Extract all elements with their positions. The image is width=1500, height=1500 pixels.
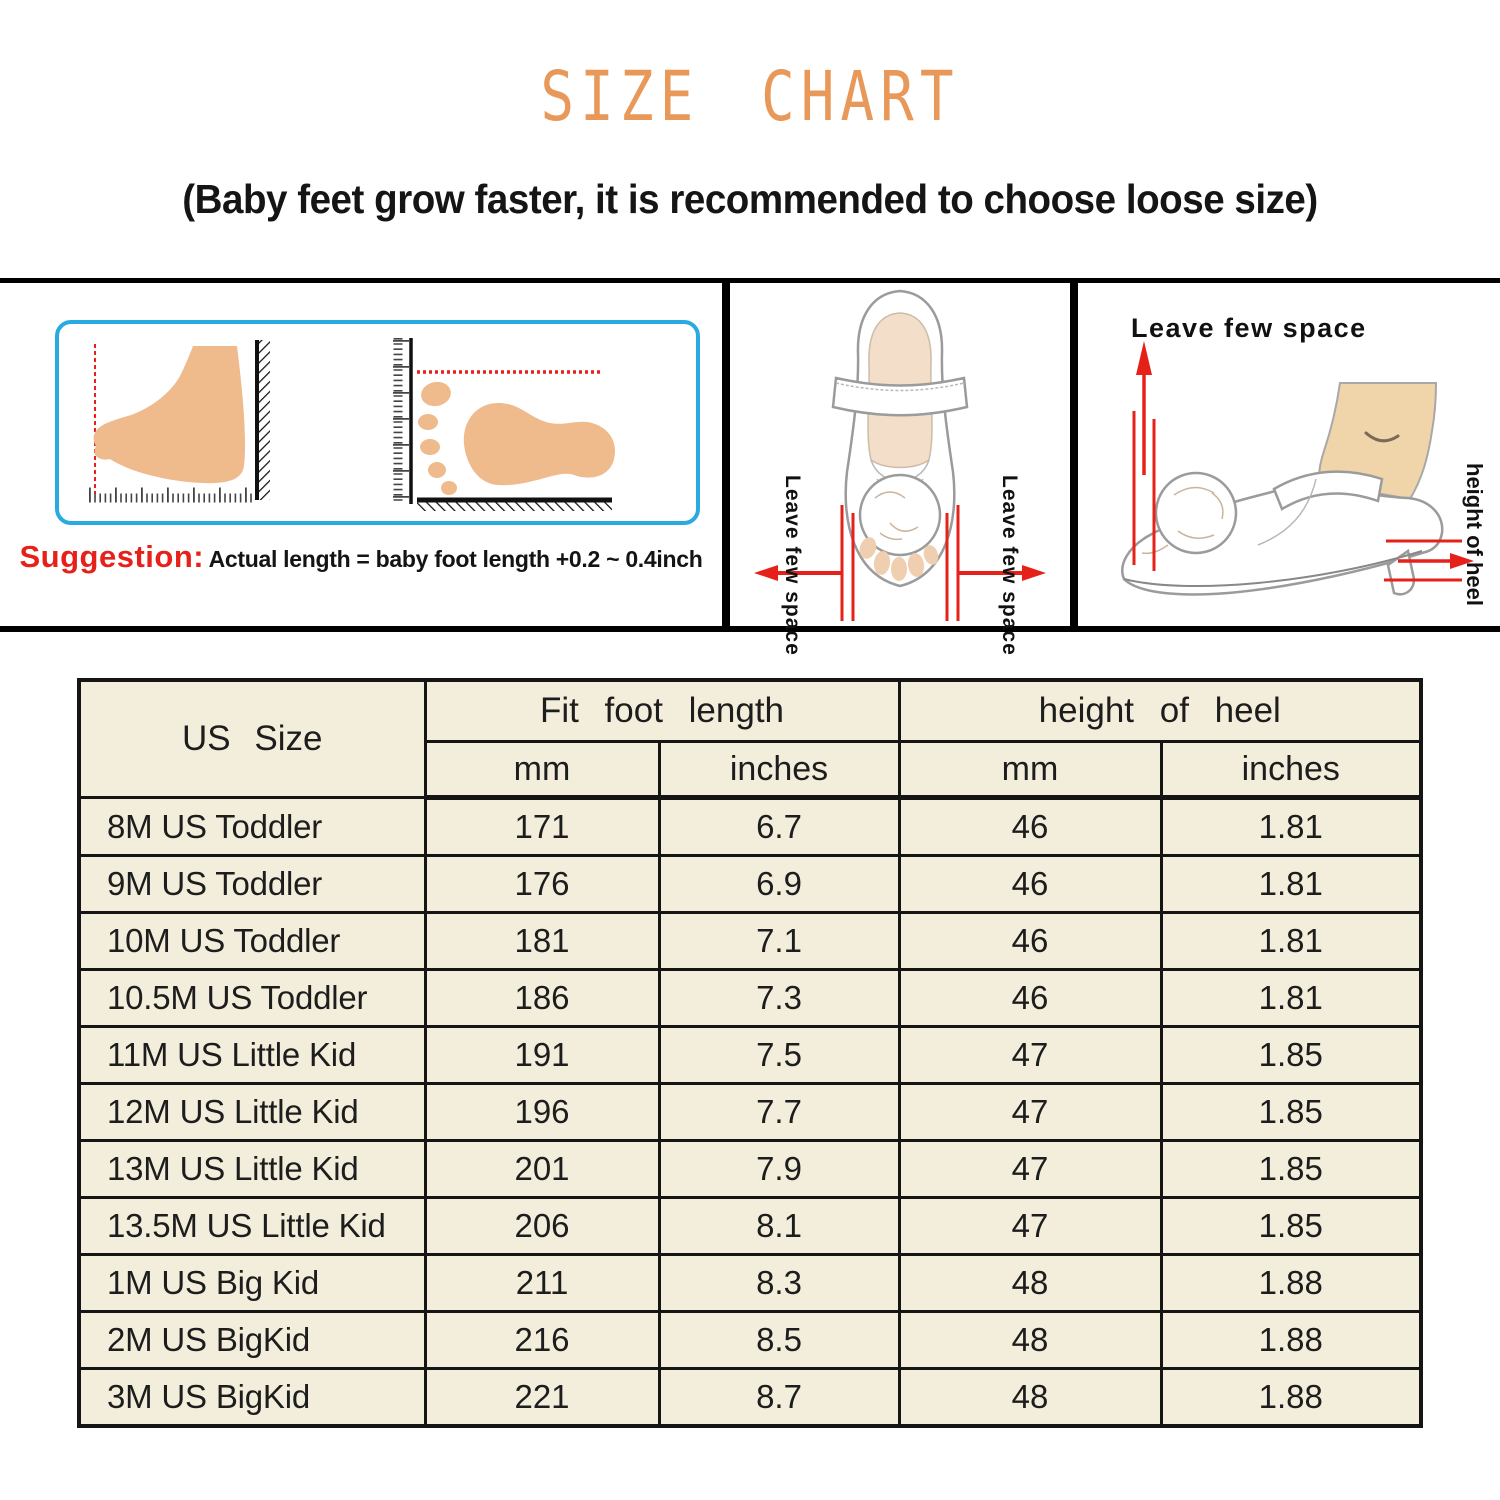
cell-heel-mm: 47 <box>899 1141 1161 1198</box>
leave-few-space-right-label: Leave few space <box>998 475 1021 656</box>
cell-heel-mm: 48 <box>899 1255 1161 1312</box>
size-table <box>77 678 1423 1428</box>
cell-heel-mm: 48 <box>899 1369 1161 1427</box>
height-of-heel-label: height of heel <box>1462 463 1487 606</box>
measure-diagram-box <box>55 320 700 525</box>
cell-us-size: 13.5M US Little Kid <box>79 1198 425 1255</box>
col-header-fit-foot-length: Fit foot length <box>425 680 899 742</box>
foot-side-measure-icon <box>81 332 341 512</box>
cell-fit-inches: 7.1 <box>659 913 899 970</box>
cell-heel-inches: 1.85 <box>1161 1084 1421 1141</box>
cell-us-size: 8M US Toddler <box>79 798 425 856</box>
page-title: SIZE CHART <box>540 58 960 138</box>
cell-fit-mm: 216 <box>425 1312 659 1369</box>
cell-us-size: 10.5M US Toddler <box>79 970 425 1027</box>
cell-heel-mm: 47 <box>899 1084 1161 1141</box>
cell-fit-inches: 7.7 <box>659 1084 899 1141</box>
size-table-row <box>79 1141 1421 1198</box>
cell-fit-mm: 186 <box>425 970 659 1027</box>
cell-us-size: 13M US Little Kid <box>79 1141 425 1198</box>
size-table-row <box>79 1312 1421 1369</box>
cell-fit-mm: 176 <box>425 856 659 913</box>
cell-fit-mm: 201 <box>425 1141 659 1198</box>
cell-heel-inches: 1.88 <box>1161 1312 1421 1369</box>
cell-heel-mm: 48 <box>899 1312 1161 1369</box>
measure-panel <box>0 283 722 626</box>
cell-heel-inches: 1.81 <box>1161 798 1421 856</box>
cell-heel-inches: 1.88 <box>1161 1255 1421 1312</box>
cell-fit-inches: 6.7 <box>659 798 899 856</box>
col-header-heel-inches: inches <box>1161 742 1421 798</box>
cell-heel-mm: 46 <box>899 970 1161 1027</box>
cell-us-size: 1M US Big Kid <box>79 1255 425 1312</box>
cell-fit-inches: 7.9 <box>659 1141 899 1198</box>
size-table-body <box>79 798 1421 1427</box>
cell-heel-inches: 1.85 <box>1161 1141 1421 1198</box>
cell-fit-inches: 7.5 <box>659 1027 899 1084</box>
footprint-measure-icon <box>384 332 669 512</box>
suggestion-label: Suggestion: <box>19 539 205 574</box>
size-table-row <box>79 1027 1421 1084</box>
cell-heel-mm: 46 <box>899 913 1161 970</box>
cell-us-size: 3M US BigKid <box>79 1369 425 1427</box>
cell-heel-mm: 47 <box>899 1027 1161 1084</box>
leave-few-space-left-label: Leave few space <box>781 475 804 656</box>
cell-heel-inches: 1.85 <box>1161 1027 1421 1084</box>
suggestion-line <box>0 539 722 575</box>
side-view-panel <box>1078 283 1500 626</box>
col-header-height-of-heel: height of heel <box>899 680 1421 742</box>
cell-heel-inches: 1.88 <box>1161 1369 1421 1427</box>
cell-fit-mm: 191 <box>425 1027 659 1084</box>
illustration-band <box>0 278 1500 656</box>
cell-heel-inches: 1.81 <box>1161 856 1421 913</box>
cell-heel-inches: 1.85 <box>1161 1198 1421 1255</box>
size-table-row <box>79 970 1421 1027</box>
top-view-panel <box>722 283 1078 656</box>
size-table-row <box>79 1369 1421 1427</box>
page-subtitle: (Baby feet grow faster, it is recommended to choose loose size) <box>182 176 1318 222</box>
cell-heel-inches: 1.81 <box>1161 913 1421 970</box>
size-table-row <box>79 798 1421 856</box>
cell-fit-mm: 181 <box>425 913 659 970</box>
size-table-row <box>79 1084 1421 1141</box>
cell-us-size: 9M US Toddler <box>79 856 425 913</box>
size-table-row <box>79 1255 1421 1312</box>
size-table-row <box>79 856 1421 913</box>
col-header-heel-mm: mm <box>899 742 1161 798</box>
cell-us-size: 12M US Little Kid <box>79 1084 425 1141</box>
cell-fit-inches: 6.9 <box>659 856 899 913</box>
cell-heel-mm: 46 <box>899 798 1161 856</box>
cell-fit-mm: 196 <box>425 1084 659 1141</box>
suggestion-text: Actual length = baby foot length +0.2 ~ 0.4inch <box>208 546 703 572</box>
cell-fit-mm: 206 <box>425 1198 659 1255</box>
cell-heel-mm: 47 <box>899 1198 1161 1255</box>
cell-heel-mm: 46 <box>899 856 1161 913</box>
col-header-us-size: US Size <box>79 680 425 798</box>
cell-heel-inches: 1.81 <box>1161 970 1421 1027</box>
col-header-fit-mm: mm <box>425 742 659 798</box>
leave-few-space-top-label: Leave few space <box>1131 313 1367 343</box>
size-table-row <box>79 913 1421 970</box>
cell-fit-inches: 8.1 <box>659 1198 899 1255</box>
cell-us-size: 11M US Little Kid <box>79 1027 425 1084</box>
cell-fit-inches: 8.5 <box>659 1312 899 1369</box>
size-table-row <box>79 1198 1421 1255</box>
cell-fit-mm: 211 <box>425 1255 659 1312</box>
cell-fit-mm: 221 <box>425 1369 659 1427</box>
cell-fit-inches: 8.3 <box>659 1255 899 1312</box>
cell-fit-inches: 8.7 <box>659 1369 899 1427</box>
col-header-fit-inches: inches <box>659 742 899 798</box>
cell-us-size: 10M US Toddler <box>79 913 425 970</box>
cell-fit-mm: 171 <box>425 798 659 856</box>
cell-fit-inches: 7.3 <box>659 970 899 1027</box>
cell-us-size: 2M US BigKid <box>79 1312 425 1369</box>
